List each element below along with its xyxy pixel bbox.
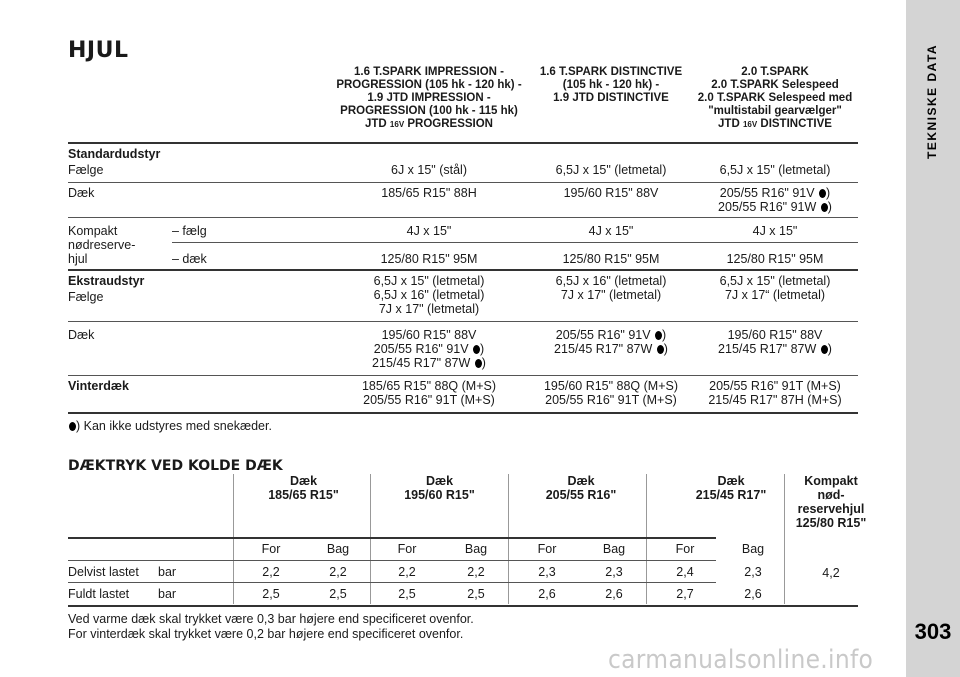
- column-header-2: [520, 66, 702, 105]
- sub-header: For: [261, 542, 281, 556]
- pressure-value: 2,7: [676, 587, 694, 601]
- pressure-value: 2,6: [605, 587, 623, 601]
- pressure-value: 2,2: [262, 565, 280, 579]
- snow-chain-warning-icon: [475, 359, 482, 368]
- divider: [68, 560, 716, 561]
- winter-value: 195/60 R15" 88Q (M+S) 205/55 R16" 91T (M+S): [543, 379, 679, 407]
- tyre-value: 195/60 R15" 88V: [563, 186, 659, 200]
- tyre-value: 185/65 R15" 88H: [381, 186, 477, 200]
- winter-value: 185/65 R15" 88Q (M+S) 205/55 R16" 91T (M+S): [361, 379, 497, 407]
- extra-rim-label: Fælge: [68, 290, 104, 304]
- extra-rim-value: 6,5J x 15" (letmetal) 7J x 17“ (letmetal): [719, 274, 831, 302]
- compact-tyre-value: 125/80 R15" 95M: [380, 252, 478, 266]
- sidebar-tab: [906, 0, 960, 677]
- extra-tyre-label: Dæk: [68, 328, 95, 342]
- winter-value: 205/55 R16" 91T (M+S) 215/45 R17" 87H (M+S): [708, 379, 842, 407]
- pressure-value: 2,3: [538, 565, 556, 579]
- divider: [68, 217, 858, 218]
- standard-label: Standardudstyr: [68, 147, 161, 161]
- rim-value: 6,5J x 15" (letmetal): [719, 163, 831, 177]
- divider: [68, 412, 858, 414]
- watermark: carmanualsonline.info: [608, 645, 874, 675]
- tyre-value: 205/55 R16" 91V ) 205/55 R16" 91W ): [718, 186, 832, 214]
- column-header-3: [692, 66, 858, 131]
- header-line: PROGRESSION (100 hk - 115 hk): [340, 105, 518, 117]
- winter-label: Vinterdæk: [68, 379, 129, 393]
- header-line: 1.9 JTD IMPRESSION -: [367, 92, 491, 104]
- snow-chain-warning-icon: [819, 189, 826, 198]
- extra-label: Ekstraudstyr: [68, 274, 145, 288]
- sub-header: For: [537, 542, 557, 556]
- header-line: 1.6 T.SPARK IMPRESSION -: [354, 66, 504, 78]
- column-separator: [233, 474, 234, 604]
- header-line: 1.9 JTD DISTINCTIVE: [553, 92, 669, 104]
- compact-rim-value: 4J x 15": [752, 224, 798, 238]
- sub-header: Bag: [464, 542, 488, 556]
- compact-col-header: Kompakt nød- reservehjul 125/80 R15": [795, 474, 867, 530]
- pressure-value: 2,2: [398, 565, 416, 579]
- header-line: JTD 16V PROGRESSION: [365, 118, 493, 130]
- pressure-value: 2,5: [329, 587, 347, 601]
- header-line: 2.0 T.SPARK Selespeed: [711, 79, 839, 91]
- pressure-col-header: Dæk 215/45 R17": [695, 474, 767, 502]
- header-line: JTD 16V DISTINCTIVE: [718, 118, 832, 130]
- extra-rim-value: 6,5J x 15" (letmetal) 6,5J x 16" (letmetal) 7J x 17" (letmetal): [373, 274, 485, 316]
- compact-tyre-value: 125/80 R15" 95M: [726, 252, 824, 266]
- pressure-value: 2,6: [744, 587, 762, 601]
- compact-tyre-label: – dæk: [172, 252, 207, 266]
- pressure-value: 2,3: [605, 565, 623, 579]
- snow-chain-warning-icon: [473, 345, 480, 354]
- divider: [68, 142, 858, 144]
- column-separator: [784, 474, 785, 604]
- compact-label: Kompakt nødreserve- hjul: [68, 224, 136, 266]
- pressure-value: 2,5: [262, 587, 280, 601]
- column-separator: [370, 474, 371, 604]
- sub-header: Bag: [326, 542, 350, 556]
- header-line: "multistabil gearvælger": [708, 105, 842, 117]
- row-unit: bar: [158, 565, 177, 579]
- rim-value: 6J x 15" (stål): [391, 163, 467, 177]
- divider: [68, 605, 858, 607]
- pressure-col-header: Dæk 205/55 R16": [545, 474, 617, 502]
- divider: [68, 321, 858, 322]
- divider: [68, 182, 858, 183]
- compact-rim-value: 4J x 15": [406, 224, 452, 238]
- sub-header: Bag: [602, 542, 626, 556]
- snow-chain-note: ) Kan ikke udstyres med snekæder.: [68, 419, 272, 433]
- header-line: 2.0 T.SPARK: [741, 66, 809, 78]
- divider: [172, 242, 858, 243]
- divider: [68, 269, 858, 271]
- row-label: Fuldt lastet: [68, 587, 130, 601]
- footnote: For vinterdæk skal trykket være 0,2 bar højere end specificeret ovenfor.: [68, 627, 464, 641]
- divider: [68, 537, 716, 539]
- header-line: (105 hk - 120 hk) -: [562, 79, 660, 91]
- extra-tyre-value: 205/55 R16" 91V ) 215/45 R17" 87W ): [554, 328, 668, 356]
- snow-chain-warning-icon: [655, 331, 662, 340]
- compact-rim-label: – fælg: [172, 224, 207, 238]
- pressure-value: 2,5: [467, 587, 485, 601]
- header-line: PROGRESSION (105 hk - 120 hk) -: [336, 79, 522, 91]
- divider: [68, 375, 858, 376]
- pressure-value: 2,2: [467, 565, 485, 579]
- extra-tyre-value: 195/60 R15" 88V 205/55 R16" 91V ) 215/45 R17" 87W ): [372, 328, 486, 370]
- column-header-1: [330, 66, 528, 131]
- pressure-value: 2,3: [744, 565, 762, 579]
- sub-header: For: [397, 542, 417, 556]
- section-tab-label: TEKNISKE DATA: [925, 44, 939, 160]
- divider: [68, 582, 716, 583]
- pressure-footnotes: [68, 612, 474, 642]
- pressure-col-header: Dæk 185/65 R15": [268, 474, 339, 502]
- snow-chain-warning-icon: [821, 345, 828, 354]
- snow-chain-warning-icon: [69, 422, 76, 431]
- rim-value: 6,5J x 15" (letmetal): [555, 163, 667, 177]
- footnote: Ved varme dæk skal trykket være 0,3 bar højere end specificeret ovenfor.: [68, 612, 474, 626]
- pressure-col-header: Dæk 195/60 R15": [404, 474, 475, 502]
- section-title: DÆKTRYK VED KOLDE DÆK: [68, 458, 283, 474]
- sub-header: For: [675, 542, 695, 556]
- header-line: 2.0 T.SPARK Selespeed med: [697, 92, 853, 104]
- extra-rim-value: 6,5J x 16" (letmetal) 7J x 17" (letmetal): [555, 274, 667, 302]
- compact-rim-value: 4J x 15": [588, 224, 634, 238]
- tyre-label: Dæk: [68, 186, 95, 200]
- rim-label: Fælge: [68, 163, 104, 177]
- row-unit: bar: [158, 587, 177, 601]
- row-label: Delvist lastet: [68, 565, 139, 579]
- pressure-value: 2,4: [676, 565, 694, 579]
- compact-pressure-value: 4,2: [822, 566, 840, 580]
- pressure-value: 2,6: [538, 587, 556, 601]
- page-title: HJUL: [68, 38, 129, 63]
- snow-chain-warning-icon: [821, 203, 828, 212]
- pressure-value: 2,5: [398, 587, 416, 601]
- page-number: 303: [914, 619, 952, 644]
- sub-header: Bag: [741, 542, 765, 556]
- pressure-value: 2,2: [329, 565, 347, 579]
- snow-chain-warning-icon: [657, 345, 664, 354]
- extra-tyre-value: 195/60 R15" 88V 215/45 R17" 87W ): [718, 328, 832, 356]
- compact-tyre-value: 125/80 R15" 95M: [562, 252, 660, 266]
- column-separator: [508, 474, 509, 604]
- column-separator: [646, 474, 647, 604]
- header-line: 1.6 T.SPARK DISTINCTIVE: [539, 66, 683, 78]
